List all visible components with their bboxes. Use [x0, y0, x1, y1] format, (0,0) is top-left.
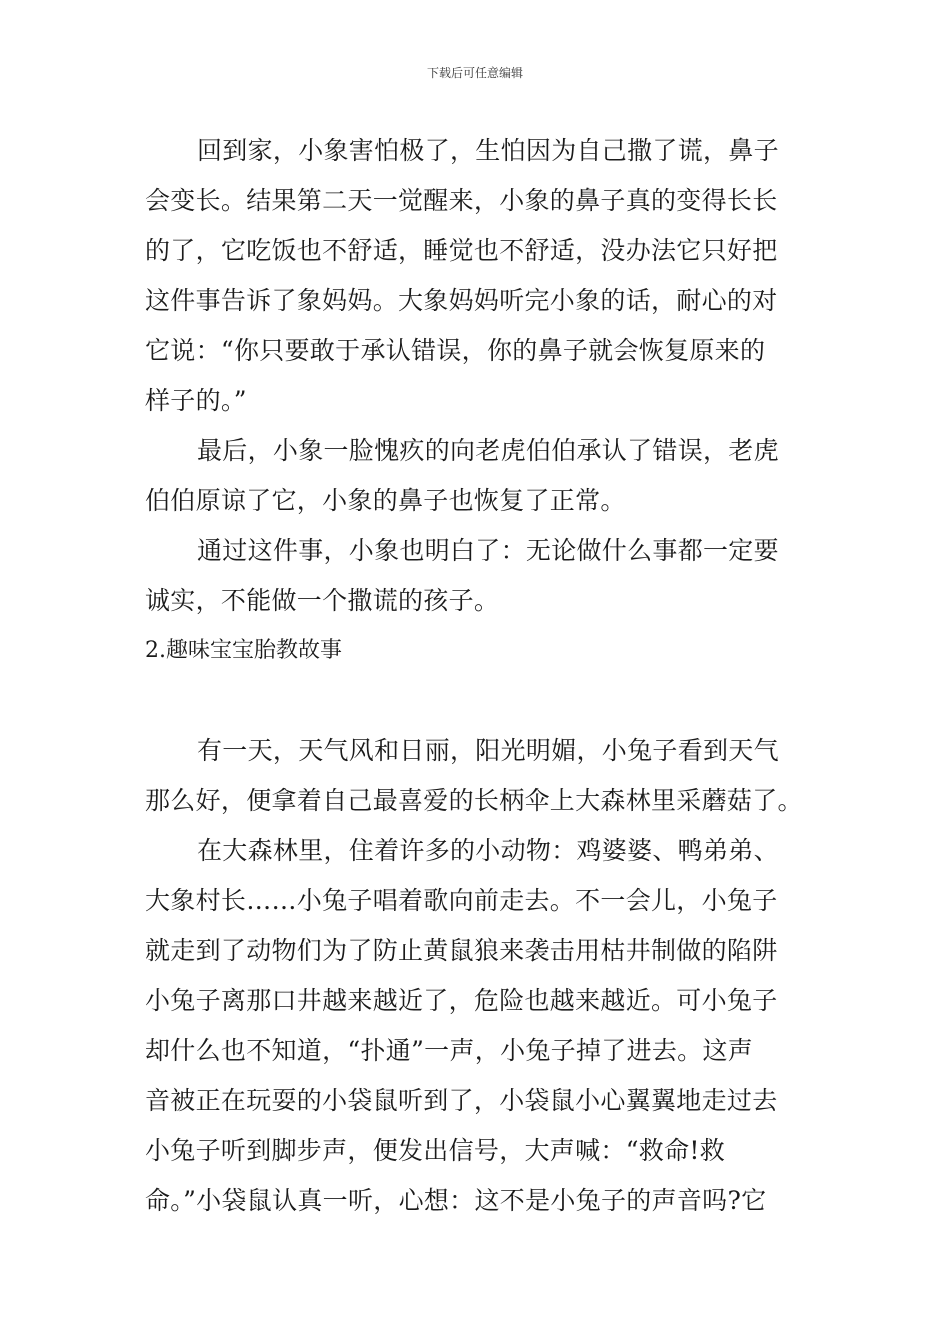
text-line: 会变长。结果第二天一觉醒来，小象的鼻子真的变得长长: [145, 186, 778, 215]
document-body: [145, 126, 810, 1226]
text-line: 这件事告诉了象妈妈。大象妈妈听完小象的话，耐心的对: [145, 286, 778, 315]
paragraph: [145, 526, 810, 626]
text-line: 它说：“你只要敢于承认错误，你的鼻子就会恢复原来的: [145, 336, 766, 365]
text-line: 就走到了动物们为了防止黄鼠狼来袭击用枯井制做的陷阱: [145, 936, 778, 965]
text-line: 命。”小袋鼠认真一听，心想：这不是小兔子的声音吗?它: [145, 1186, 767, 1215]
text-line: 小兔子离那口井越来越近了，危险也越来越近。可小兔子: [145, 986, 778, 1015]
text-line: 小兔子听到脚步声，便发出信号，大声喊：“救命!救: [145, 1136, 726, 1165]
paragraph: [145, 426, 810, 526]
text-line: 通过这件事，小象也明白了：无论做什么事都一定要: [197, 536, 779, 565]
section-heading: 2.趣味宝宝胎教故事: [145, 638, 342, 663]
blank-line: [145, 676, 810, 726]
text-line: 诚实，不能做一个撒谎的孩子。: [145, 586, 500, 615]
text-line: 却什么也不知道，“扑通”一声，小兔子掉了进去。这声: [145, 1036, 754, 1065]
paragraph: [145, 726, 810, 826]
text-line: 样子的。”: [145, 386, 247, 415]
text-line: 那么好，便拿着自己最喜爱的长柄伞上大森林里采蘑菇了。: [145, 786, 803, 815]
paragraph: [145, 826, 810, 1226]
page-header: 下载后可任意编辑: [426, 66, 523, 80]
text-line: 大象村长……小兔子唱着歌向前走去。不一会儿，小兔子: [145, 886, 778, 915]
text-line: 伯伯原谅了它，小象的鼻子也恢复了正常。: [145, 486, 626, 515]
text-line: 有一天，天气风和日丽，阳光明媚，小兔子看到天气: [197, 736, 779, 765]
paragraph: [145, 126, 810, 426]
text-line: 的了，它吃饭也不舒适，睡觉也不舒适，没办法它只好把: [145, 236, 778, 265]
text-line: 回到家，小象害怕极了，生怕因为自己撒了谎，鼻子: [197, 136, 779, 165]
text-line: 音被正在玩耍的小袋鼠听到了，小袋鼠小心翼翼地走过去: [145, 1086, 778, 1115]
text-line: 最后，小象一脸愧疚的向老虎伯伯承认了错误，老虎: [197, 436, 779, 465]
text-line: 在大森林里，住着许多的小动物：鸡婆婆、鸭弟弟、: [197, 836, 779, 865]
